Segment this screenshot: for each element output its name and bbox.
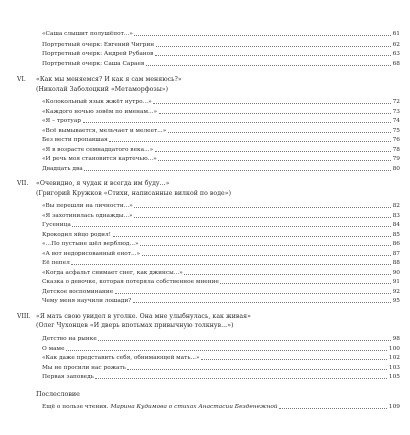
leader-dots [159, 112, 392, 114]
leader-dots [201, 358, 387, 360]
toc-entry-title: «Колокольный язык жжёт нутро...» [42, 99, 152, 105]
toc-entry-title: Портретный очерк: Евгений Чигрин [42, 41, 155, 48]
section-number: VI. [17, 76, 26, 83]
toc-entry-title: «Всё вымывается, мельчает и мелеет...» [42, 127, 167, 134]
afterword-title: Послесловие [36, 390, 80, 398]
leader-dots [84, 169, 391, 171]
afterword-entry[interactable] [42, 404, 400, 411]
leader-dots [127, 368, 387, 370]
section-title: «Очевидно, я чудак и всегда им буду...» [36, 180, 170, 187]
toc-entry[interactable] [42, 289, 400, 296]
leader-dots [83, 121, 392, 123]
toc-entry[interactable] [42, 147, 400, 154]
toc-entry-title: Сказка о девочке, которая потеряла собственное мнение [42, 279, 219, 285]
toc-entry[interactable] [42, 109, 400, 116]
toc-entry-page: 63 [392, 51, 400, 57]
toc-entry-title: «Я – тротуар [42, 118, 82, 124]
section-number: VII. [17, 180, 29, 187]
leader-dots [133, 301, 391, 303]
toc-entry-title: Портретный очерк: Андрей Рубанов [42, 51, 154, 57]
toc-entry-title: Её пепел [42, 260, 70, 266]
leader-dots [168, 131, 391, 133]
toc-entry[interactable] [42, 222, 400, 229]
toc-entry[interactable] [42, 118, 400, 125]
toc-entry[interactable] [42, 166, 400, 173]
leader-dots [156, 45, 392, 47]
toc-entry[interactable] [42, 270, 400, 277]
section-subtitle: (Николай Заболоцкий «Метаморфозы») [36, 85, 169, 93]
toc-entry-title: «Вы перешли на личности...» [42, 203, 133, 209]
toc-entry[interactable] [42, 42, 400, 49]
toc-entry-page: 91 [392, 279, 400, 285]
toc-entry-page: 72 [392, 99, 400, 105]
toc-entry[interactable] [42, 156, 400, 163]
leader-dots [72, 225, 391, 227]
toc-entry[interactable] [42, 213, 400, 220]
leader-dots [140, 244, 391, 246]
leader-dots [153, 102, 391, 104]
leader-dots [184, 273, 391, 275]
toc-entry-page: 86 [392, 241, 400, 247]
toc-entry-title: «Я захотинилась однажды...» [42, 212, 133, 219]
leader-dots [155, 150, 391, 152]
toc-entry-page: 98 [392, 336, 400, 342]
toc-entry-page: 85 [392, 231, 400, 238]
section-number: VIII. [17, 312, 31, 320]
toc-entry-title: Крокодил яйцо родил! [42, 231, 111, 238]
toc-entry[interactable] [42, 355, 400, 362]
leader-dots [66, 349, 387, 351]
toc-entry[interactable] [42, 260, 400, 267]
leader-dots [109, 140, 391, 142]
toc-entry-page: 90 [392, 269, 400, 276]
leader-dots [142, 254, 392, 256]
toc-entry[interactable] [42, 203, 400, 210]
toc-entry-page: 80 [392, 165, 400, 172]
toc-entry-page: 103 [388, 364, 400, 371]
toc-entry-title: Мы не просили нас рожать [42, 364, 126, 371]
section-subtitle: (Олег Чухонцев «И дверь впотьмах привычную толкнув...») [36, 322, 234, 329]
toc-entry-title: «И речь моя становится картечью...» [42, 156, 157, 162]
toc-entry-title: «Когда асфальт снимает снег, как джинсы...» [42, 269, 183, 276]
toc-entry-title: «...По пустыне шёл верблюд...» [42, 241, 139, 247]
leader-dots [146, 64, 391, 66]
toc-entry[interactable] [42, 298, 400, 305]
toc-entry-title: «Каждого ночью зовём по именам...» [42, 108, 158, 115]
toc-entry-page: 76 [392, 137, 400, 143]
toc-entry-page: 62 [392, 41, 400, 48]
toc-entry-page: 84 [392, 222, 400, 228]
afterword-entry-title: Марина Кудимова о стихах Анастасии Безденежной [110, 404, 278, 410]
toc-entry[interactable] [42, 137, 400, 144]
toc-entry[interactable] [42, 336, 400, 343]
toc-entry[interactable] [42, 61, 400, 68]
toc-entry[interactable] [42, 251, 400, 258]
toc-entry-page: 61 [392, 31, 400, 37]
leader-dots [158, 159, 391, 161]
afterword-entry-page: 109 [388, 404, 400, 410]
toc-entry-page: 73 [392, 108, 400, 115]
toc-entry-title: «Я в возрасте семнадцатого века...» [42, 146, 154, 153]
toc-entry-title: Детство на рынке [42, 336, 97, 342]
afterword-entry-prefix: Ещё о пользе чтения. [42, 404, 109, 410]
section-subtitle: (Григорий Кружков «Стихи, написанные вилкой по воде») [36, 189, 232, 197]
leader-dots [71, 263, 391, 265]
toc-entry-page: 78 [392, 146, 400, 153]
leader-dots [155, 54, 391, 56]
toc-entry-title: Детское воспоминание [42, 288, 114, 295]
leader-dots [134, 206, 391, 208]
toc-entry[interactable] [42, 51, 400, 58]
toc-entry-page: 82 [392, 203, 400, 209]
toc-entry-page: 100 [388, 345, 400, 352]
toc-entry-page: 92 [392, 288, 400, 295]
toc-entry-title: «Как даже представить себя, обнимающей мать...» [42, 355, 200, 361]
toc-entry-title: «А вот недорисованный енот...» [42, 250, 141, 257]
leader-dots [95, 377, 387, 379]
toc-entry-title: Чему меня научили лошади? [42, 298, 132, 304]
toc-entry[interactable] [42, 99, 400, 106]
toc-entry-page: 74 [392, 118, 400, 124]
toc-entry-page: 68 [392, 60, 400, 67]
leader-dots [134, 216, 391, 218]
toc-entry[interactable] [42, 279, 400, 286]
toc-entry-title: Первая заповедь [42, 374, 94, 380]
leader-dots [98, 339, 391, 341]
section-title: «Как мы меняемся? И как я сам меняюсь?» [36, 76, 182, 83]
toc-entry-title: Двадцать два [42, 165, 83, 172]
leader-dots [134, 34, 391, 36]
toc-entry-page: 95 [392, 298, 400, 304]
toc-entry-title: «Саша слышит полушёпот...» [42, 31, 133, 37]
leader-dots [113, 235, 392, 237]
toc-entry[interactable] [42, 31, 400, 38]
toc-entry-title: Гусеница [42, 222, 71, 228]
toc-entry-page: 88 [392, 260, 400, 266]
toc-entry-title: Без вести пропавшая [42, 137, 108, 143]
leader-dots [115, 292, 391, 294]
toc-entry-page: 87 [392, 250, 400, 257]
toc-entry-page: 83 [392, 212, 400, 219]
toc-entry-page: 75 [392, 127, 400, 134]
toc-entry[interactable] [42, 128, 400, 135]
toc-entry[interactable] [42, 232, 400, 239]
toc-entry[interactable] [42, 365, 400, 372]
toc-entry-page: 105 [388, 374, 400, 380]
toc-entry[interactable] [42, 346, 400, 353]
toc-entry-title: Портретный очерк: Саша Сараев [42, 60, 145, 67]
toc-entry-title: О маме [42, 345, 65, 352]
section-title: «Я мать свою увидел в уголке. Она мне улыбнулась, как живая» [36, 312, 251, 320]
toc-entry[interactable] [42, 241, 400, 248]
leader-dots [279, 407, 387, 409]
toc-entry-page: 79 [392, 156, 400, 162]
leader-dots [220, 282, 391, 284]
toc-entry[interactable] [42, 374, 400, 381]
toc-entry-page: 102 [388, 355, 400, 361]
